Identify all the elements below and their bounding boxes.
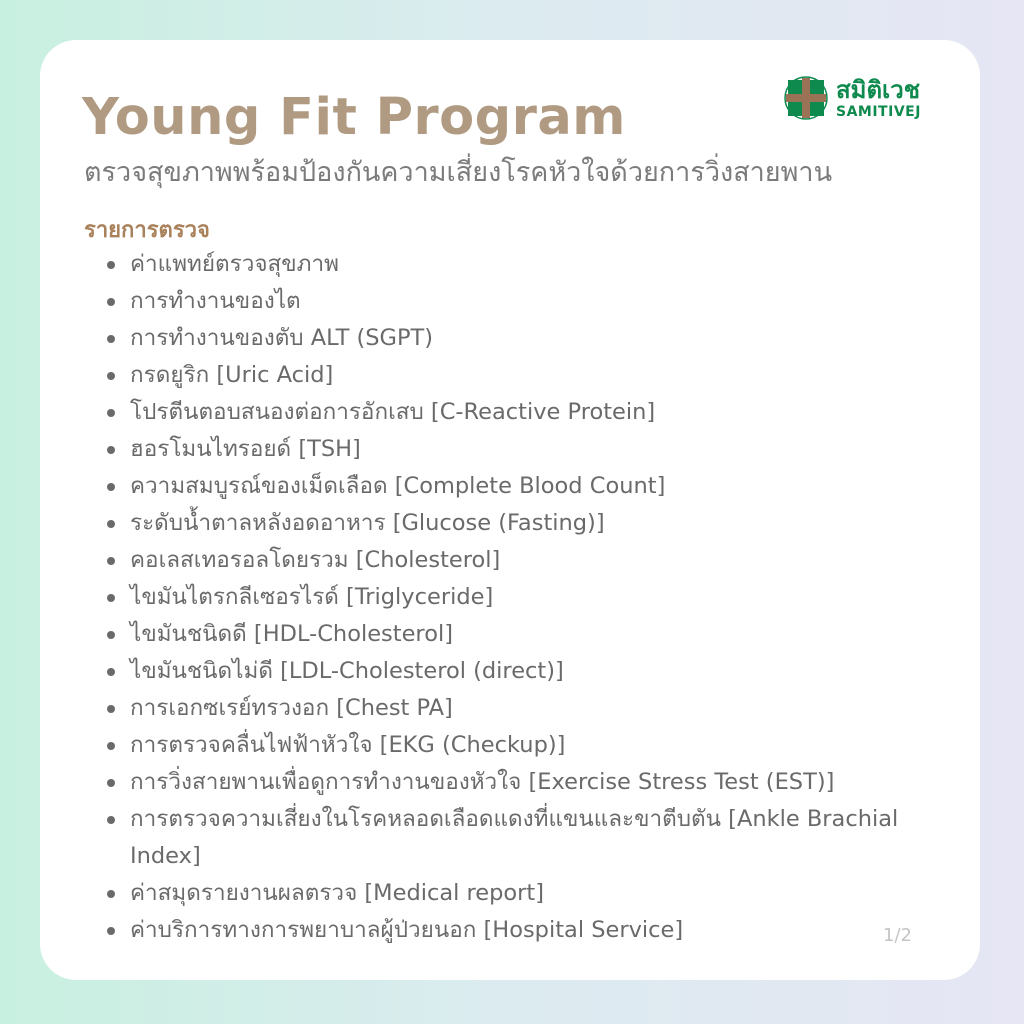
list-item: ไขมันชนิดดี [HDL-Cholesterol] <box>100 616 940 653</box>
page-indicator: 1/2 <box>883 925 912 946</box>
program-card <box>40 40 980 980</box>
list-item: โปรตีนตอบสนองต่อการอักเสบ [C-Reactive Protein] <box>100 394 940 431</box>
list-item: การทำงานของไต <box>100 283 940 320</box>
list-item: การวิ่งสายพานเพื่อดูการทำงานของหัวใจ [Exercise Stress Test (EST)] <box>100 764 940 801</box>
logo-text <box>836 75 921 120</box>
logo-thai-name: สมิติเวช <box>836 75 921 104</box>
list-item: การตรวจความเสี่ยงในโรคหลอดเลือดแดงที่แขนและขาตีบตัน [Ankle Brachial Index] <box>100 801 940 875</box>
list-item: กรดยูริก [Uric Acid] <box>100 357 940 394</box>
list-item: การตรวจคลื่นไฟฟ้าหัวใจ [EKG (Checkup)] <box>100 727 940 764</box>
page-title: Young Fit Program <box>82 88 626 147</box>
samitivej-logo <box>784 76 921 120</box>
list-item: ไขมันไตรกลีเซอรไรด์ [Triglyceride] <box>100 579 940 616</box>
list-item: ความสมบูรณ์ของเม็ดเลือด [Complete Blood Count] <box>100 468 940 505</box>
list-item: ค่าแพทย์ตรวจสุขภาพ <box>100 246 940 283</box>
page-subtitle: ตรวจสุขภาพพร้อมป้องกันความเสี่ยงโรคหัวใจด้วยการวิ่งสายพาน <box>84 157 833 188</box>
list-item: ระดับน้ำตาลหลังอดอาหาร [Glucose (Fasting)] <box>100 505 940 542</box>
section-heading: รายการตรวจ <box>84 218 210 243</box>
list-item: ฮอรโมนไทรอยด์ [TSH] <box>100 431 940 468</box>
list-item: การทำงานของตับ ALT (SGPT) <box>100 320 940 357</box>
logo-english-name: SAMITIVEJ <box>836 103 921 120</box>
list-item: คอเลสเทอรอลโดยรวม [Cholesterol] <box>100 542 940 579</box>
cross-icon <box>784 76 828 120</box>
checkup-list <box>100 246 940 949</box>
list-item: การเอกซเรย์ทรวงอก [Chest PA] <box>100 690 940 727</box>
list-item: ค่าสมุดรายงานผลตรวจ [Medical report] <box>100 875 940 912</box>
list-item: ไขมันชนิดไม่ดี [LDL-Cholesterol (direct)] <box>100 653 940 690</box>
list-item: ค่าบริการทางการพยาบาลผู้ป่วยนอก [Hospital Service] <box>100 912 940 949</box>
